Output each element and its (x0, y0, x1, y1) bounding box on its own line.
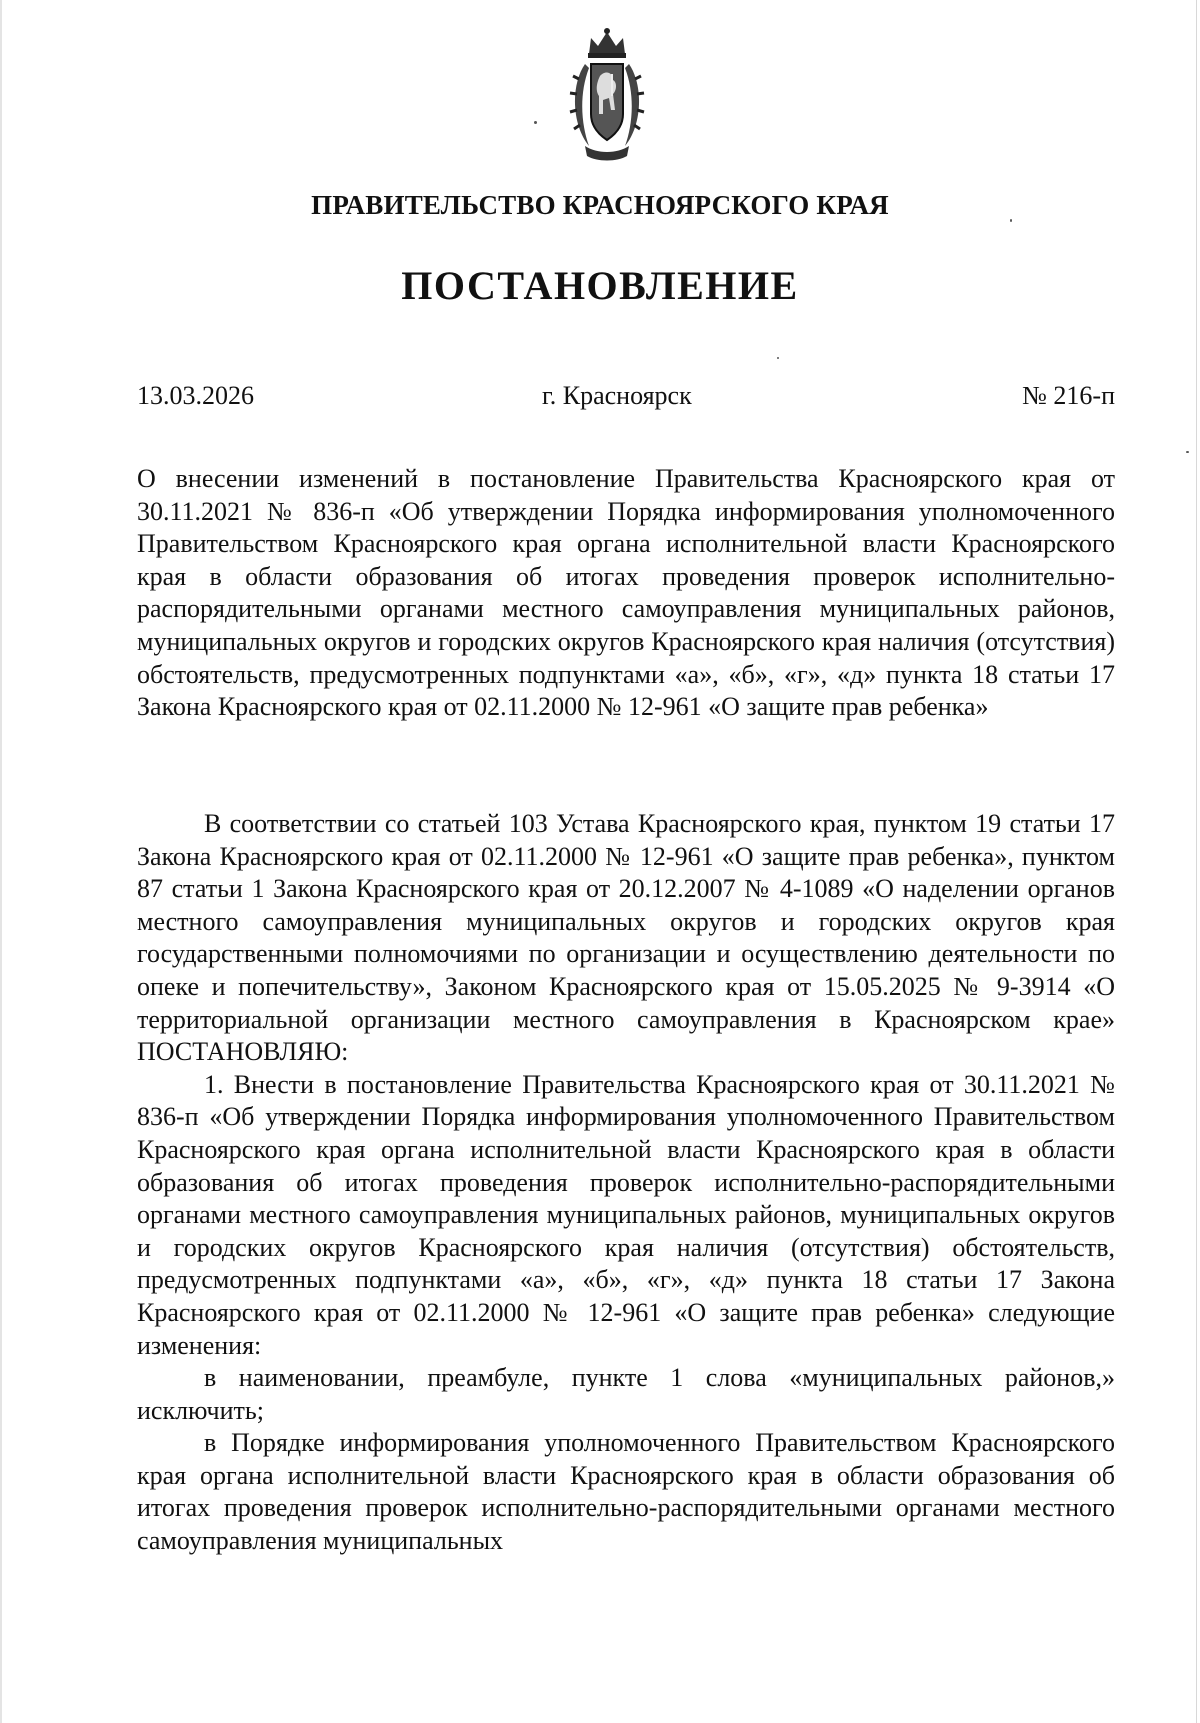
scan-edge-right (1196, 0, 1197, 1723)
resolution-body (137, 808, 1115, 1558)
subject-block (137, 463, 1115, 724)
document-type-title: ПОСТАНОВЛЕНИЕ (401, 263, 799, 308)
issuing-authority: ПРАВИТЕЛЬСТВО КРАСНОЯРСКОГО КРАЯ (311, 190, 889, 220)
item-1-paragraph: 1. Внести в постановление Правительства Красноярского края от 30.11.2021 № 836-п «Об утверждении Порядка информирования уполномоченного Правительством Красноярского края органа исполнительной власти Красноярского края в области образования об итогах проведения проверок исполнительно-распорядительными органами местного самоуправления муниципальных районов, муниципальных округов и городских округов Красноярского края наличия (отсутствия) обстоятельств, предусмотренных подпунктами «а», «б», «г», «д» пункта 18 статьи 17 Закона Красноярского края от 02.11.2000 № 12-961 «О защите прав ребенка» следующие изменения: (137, 1069, 1115, 1360)
scan-speck (534, 121, 537, 124)
scan-edge-left (0, 0, 2, 1723)
scan-speck (777, 357, 779, 359)
document-number: № 216-п (1022, 381, 1115, 410)
document-date: 13.03.2026 (137, 381, 254, 410)
coat-of-arms-emblem (567, 24, 647, 164)
scan-speck (1010, 219, 1012, 222)
change-2-paragraph: в Порядке информирования уполномоченного Правительством Красноярского края органа исполнительной власти Красноярского края в области образования об итогах проведения проверок исполнительно-распорядительными органами местного самоуправления муниципальных (137, 1428, 1115, 1556)
document-city: г. Красноярск (542, 381, 692, 410)
change-1-paragraph: в наименовании, преамбуле, пункте 1 слова «муниципальных районов,» исключить; (137, 1363, 1115, 1425)
scan-speck (1186, 451, 1189, 453)
preamble-paragraph: В соответствии со статьей 103 Устава Красноярского края, пунктом 19 статьи 17 Закона Красноярского края от 02.11.2000 № 12-961 «О защите прав ребенка», пунктом 87 статьи 1 Закона Красноярского края от 20.12.2007 № 4-1089 «О наделении органов местного самоуправления муниципальных округов и городских округов края государственными полномочиями по организации и осуществлению деятельности по опеке и попечительству», Законом Красноярского края от 15.05.2025 № 9-3914 «О территориальной организации местного самоуправления в Красноярском крае» ПОСТАНОВЛЯЮ: (137, 809, 1115, 1067)
subject-text: О внесении изменений в постановление Правительства Красноярского края от 30.11.2021 № 836-п «Об утверждении Порядка информирования уполномоченного Правительством Красноярского края органа исполнительной власти Красноярского края в области образования об итогах проведения проверок исполнительно-распорядительными органами местного самоуправления муниципальных районов, муниципальных округов и городских округов Красноярского края наличия (отсутствия) обстоятельств, предусмотренных подпунктами «а», «б», «г», «д» пункта 18 статьи 17 Закона Красноярского края от 02.11.2000 № 12-961 «О защите прав ребенка» (137, 464, 1115, 722)
